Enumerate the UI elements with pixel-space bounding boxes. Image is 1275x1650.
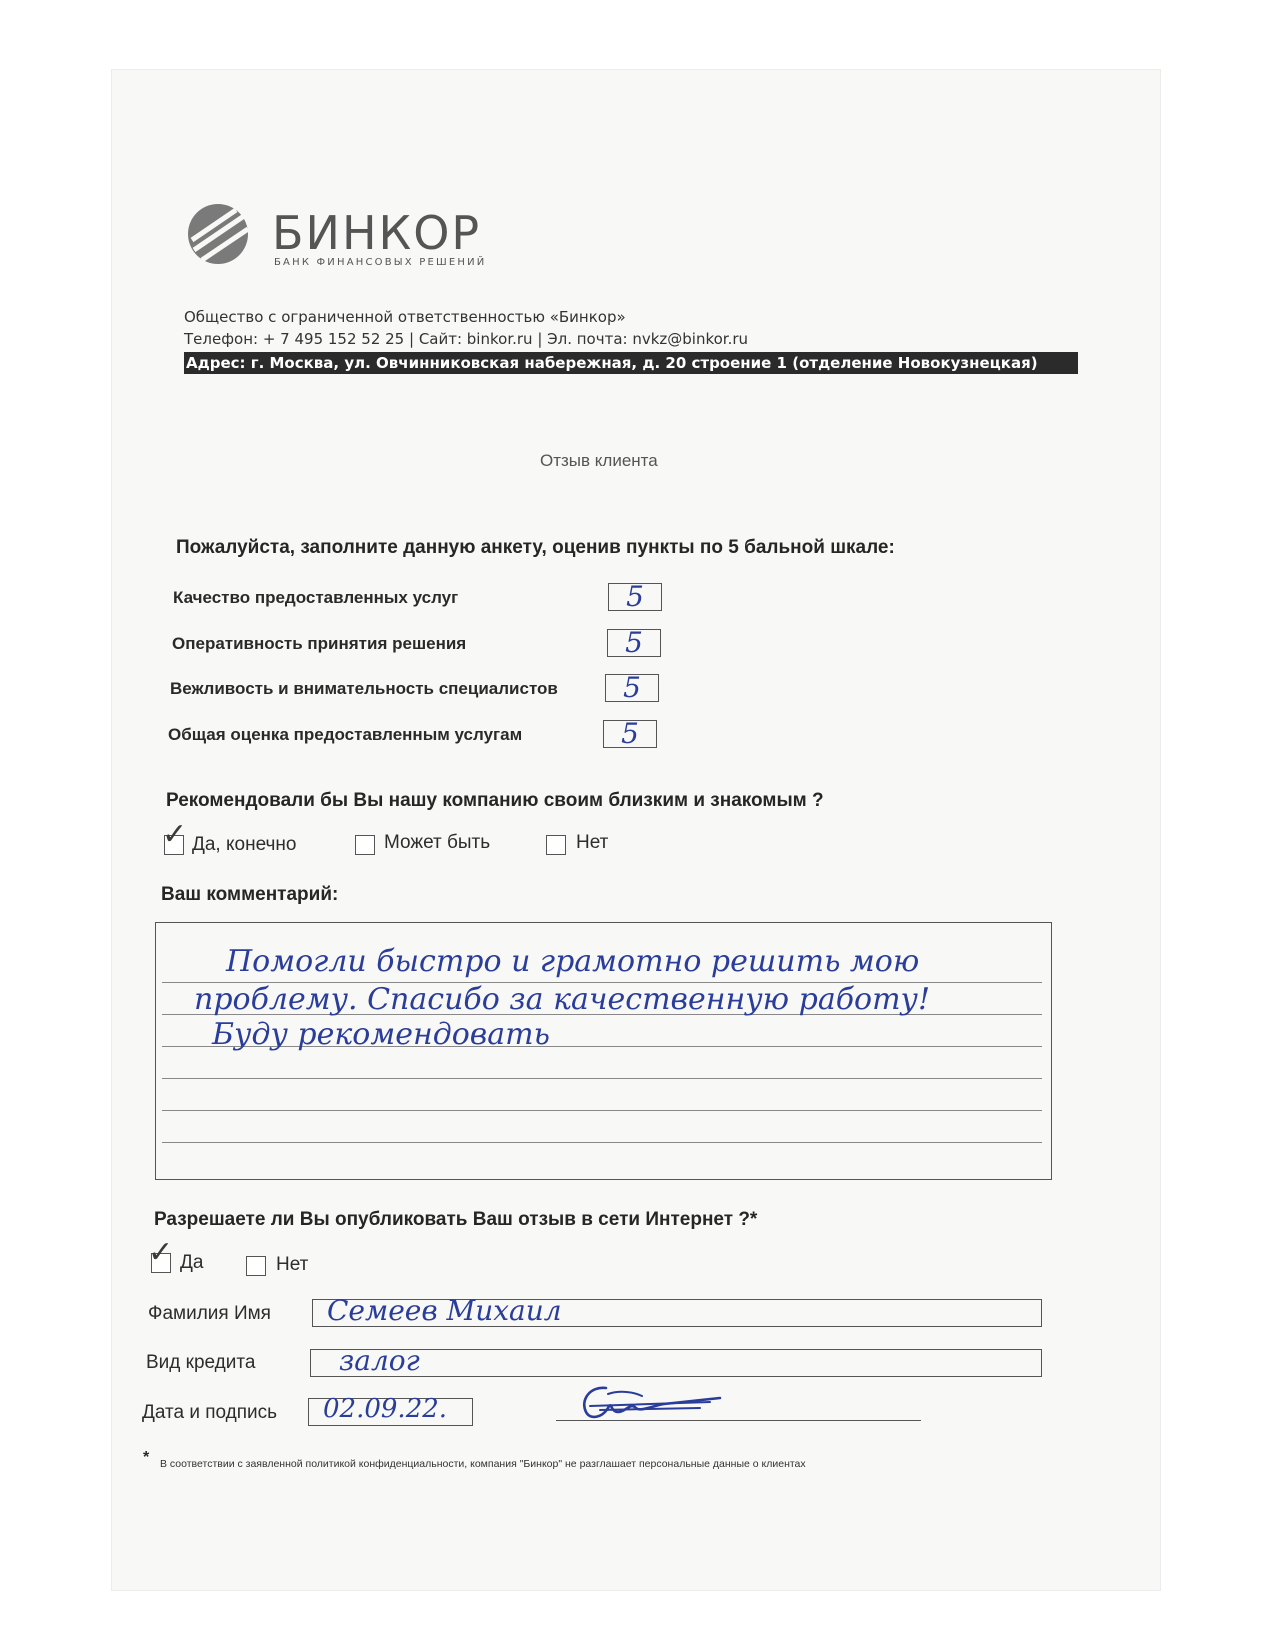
comment-line-1: Помогли быстро и грамотно решить мою	[226, 944, 920, 979]
credit-type-label: Вид кредита	[146, 1352, 256, 1373]
comment-line-3: Буду рекомендовать	[212, 1017, 550, 1052]
check-mark-icon: ✓	[148, 1236, 174, 1269]
privacy-footnote: В соответствии с заявленной политикой конфиденциальности, компания "Бинкор" не разглашает персональные данные о клиентах	[160, 1458, 806, 1470]
rating-box-quality[interactable]	[608, 580, 662, 613]
comment-label: Ваш комментарий:	[161, 884, 339, 905]
rating-label-overall: Общая оценка предоставленным услугам	[168, 725, 523, 744]
comment-line-2: проблему. Спасибо за качественную работу!	[194, 982, 930, 1017]
recommend-question: Рекомендовали бы Вы нашу компанию своим близким и знакомым ?	[166, 790, 824, 811]
recommend-no-label: Нет	[576, 832, 609, 853]
rating-value-speed: 5	[625, 626, 643, 659]
rating-label-quality: Качество предоставленных услуг	[173, 588, 459, 607]
logo-tagline: БАНК ФИНАНСОВЫХ РЕШЕНИЙ	[274, 257, 487, 268]
form-title: Отзыв клиента	[540, 451, 658, 470]
company-name: Общество с ограниченной ответственностью «Бинкор»	[184, 308, 626, 326]
form-instruction: Пожалуйста, заполните данную анкету, оценив пункты по 5 бальной шкале:	[176, 537, 895, 558]
publish-no-checkbox[interactable]	[246, 1256, 266, 1276]
rating-box-politeness[interactable]	[605, 671, 659, 704]
rating-value-overall: 5	[621, 717, 639, 750]
publish-yes-label: Да	[180, 1252, 204, 1273]
publish-no-label: Нет	[276, 1254, 309, 1275]
publish-question: Разрешаете ли Вы опубликовать Ваш отзыв в сети Интернет ?*	[154, 1209, 758, 1230]
rating-value-quality: 5	[626, 580, 644, 613]
logo-name: БИНКОР	[272, 206, 482, 260]
credit-type-field[interactable]	[310, 1344, 1042, 1377]
name-field[interactable]	[312, 1294, 1042, 1327]
date-field[interactable]	[308, 1394, 473, 1426]
signature-line	[556, 1420, 921, 1421]
comment-rule	[162, 1142, 1042, 1143]
address-bar: Адрес: г. Москва, ул. Овчинниковская набережная, д. 20 строение 1 (отделение Новокузнецкая)	[184, 352, 1078, 374]
date-value: 02.09.22.	[323, 1394, 448, 1424]
rating-box-speed[interactable]	[607, 626, 661, 659]
signature-icon	[560, 1382, 730, 1424]
date-sign-label: Дата и подпись	[142, 1402, 278, 1423]
name-label: Фамилия Имя	[148, 1303, 271, 1324]
rating-box-overall[interactable]	[603, 717, 657, 750]
company-contacts: Телефон: + 7 495 152 52 25 | Сайт: binkor.ru | Эл. почта: nvkz@binkor.ru	[184, 330, 749, 348]
recommend-no-checkbox[interactable]	[546, 835, 566, 855]
check-mark-icon: ✓	[162, 818, 188, 851]
recommend-yes-label: Да, конечно	[192, 834, 297, 855]
footnote-star: *	[143, 1449, 150, 1466]
comment-rule	[162, 1110, 1042, 1111]
comment-rule	[162, 1078, 1042, 1079]
name-value: Семеев Михаил	[327, 1294, 562, 1327]
rating-label-speed: Оперативность принятия решения	[172, 634, 467, 653]
credit-type-value: залог	[339, 1344, 420, 1377]
rating-value-politeness: 5	[623, 671, 641, 704]
rating-label-politeness: Вежливость и внимательность специалистов	[170, 679, 558, 698]
recommend-maybe-checkbox[interactable]	[355, 835, 375, 855]
binkor-logo-icon	[186, 202, 250, 266]
recommend-maybe-label: Может быть	[384, 832, 491, 853]
